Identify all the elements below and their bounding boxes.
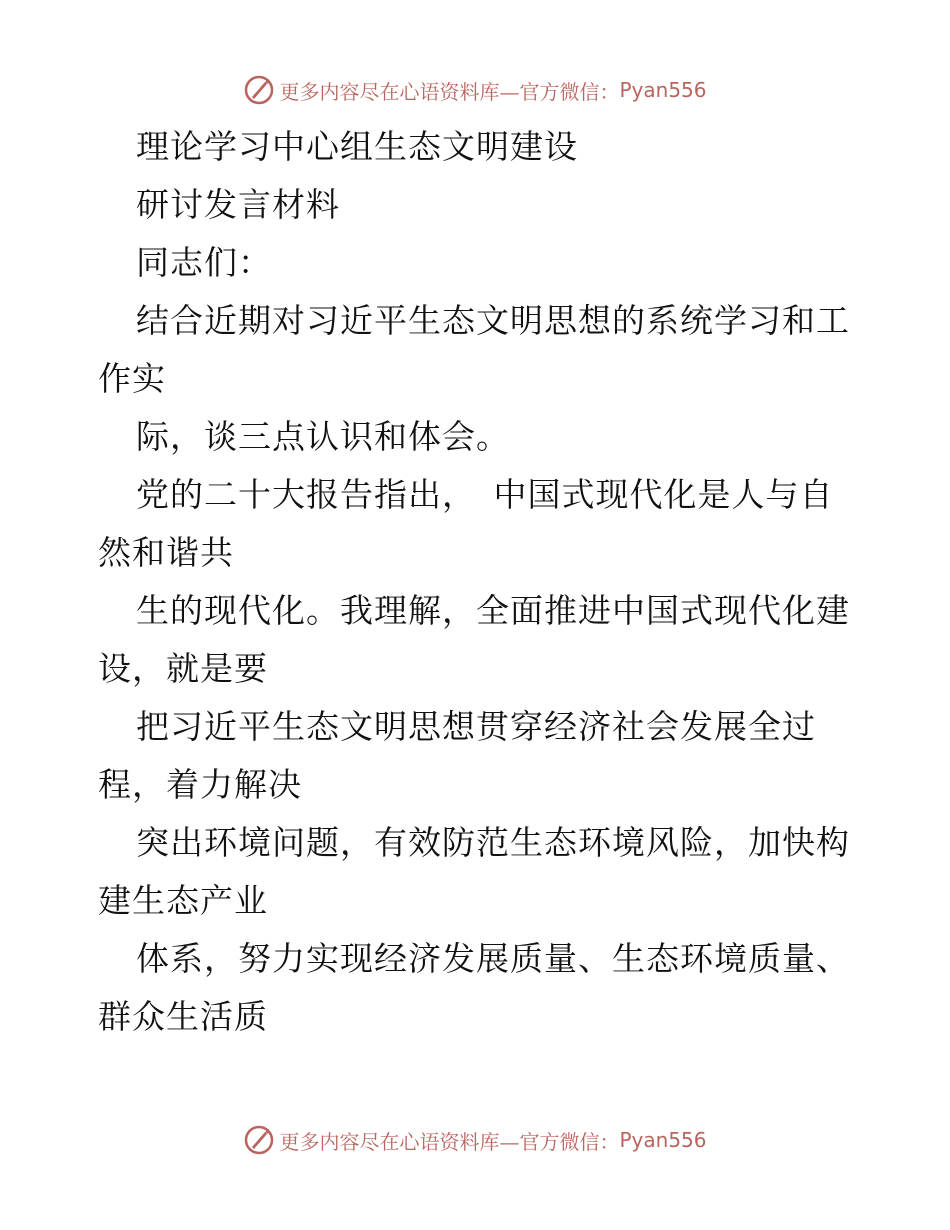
- banner-text: 更多内容尽在心语资料库—官方微信：: [279, 79, 620, 104]
- doc-line: 理论学习中心组生态文明建设: [136, 127, 578, 166]
- doc-line: 设，就是要: [98, 649, 268, 688]
- banner-wechat-id: Pyan556: [619, 1128, 707, 1152]
- doc-line: 突出环境问题，有效防范生态环境风险，加快构: [136, 823, 850, 862]
- doc-line: 党的二十大报告指出， 中国式现代化是人与自: [136, 475, 834, 514]
- header-watermark-banner: [0, 70, 950, 110]
- doc-line: 同志们：: [136, 243, 272, 282]
- quill-logo-icon: [243, 74, 275, 106]
- doc-line: 体系，努力实现经济发展质量、生态环境质量、: [136, 939, 850, 978]
- banner-text: 更多内容尽在心语资料库—官方微信：: [279, 1129, 620, 1154]
- doc-line: 建生态产业: [98, 881, 268, 920]
- doc-line: 研讨发言材料: [136, 185, 340, 224]
- doc-line: 结合近期对习近平生态文明思想的系统学习和工: [136, 301, 850, 340]
- quill-logo-icon: [243, 1124, 275, 1156]
- doc-line: 程，着力解决: [98, 765, 302, 804]
- banner-wechat-id: Pyan556: [619, 78, 707, 102]
- document-body: [98, 118, 858, 1046]
- doc-line: 作实: [98, 359, 166, 398]
- doc-line: 生的现代化。我理解，全面推进中国式现代化建: [136, 591, 850, 630]
- footer-watermark-banner: [0, 1120, 950, 1160]
- doc-line: 际，谈三点认识和体会。: [136, 417, 510, 456]
- doc-line: 群众生活质: [98, 997, 268, 1036]
- doc-line: 把习近平生态文明思想贯穿经济社会发展全过: [136, 707, 816, 746]
- doc-line: 然和谐共: [98, 533, 234, 572]
